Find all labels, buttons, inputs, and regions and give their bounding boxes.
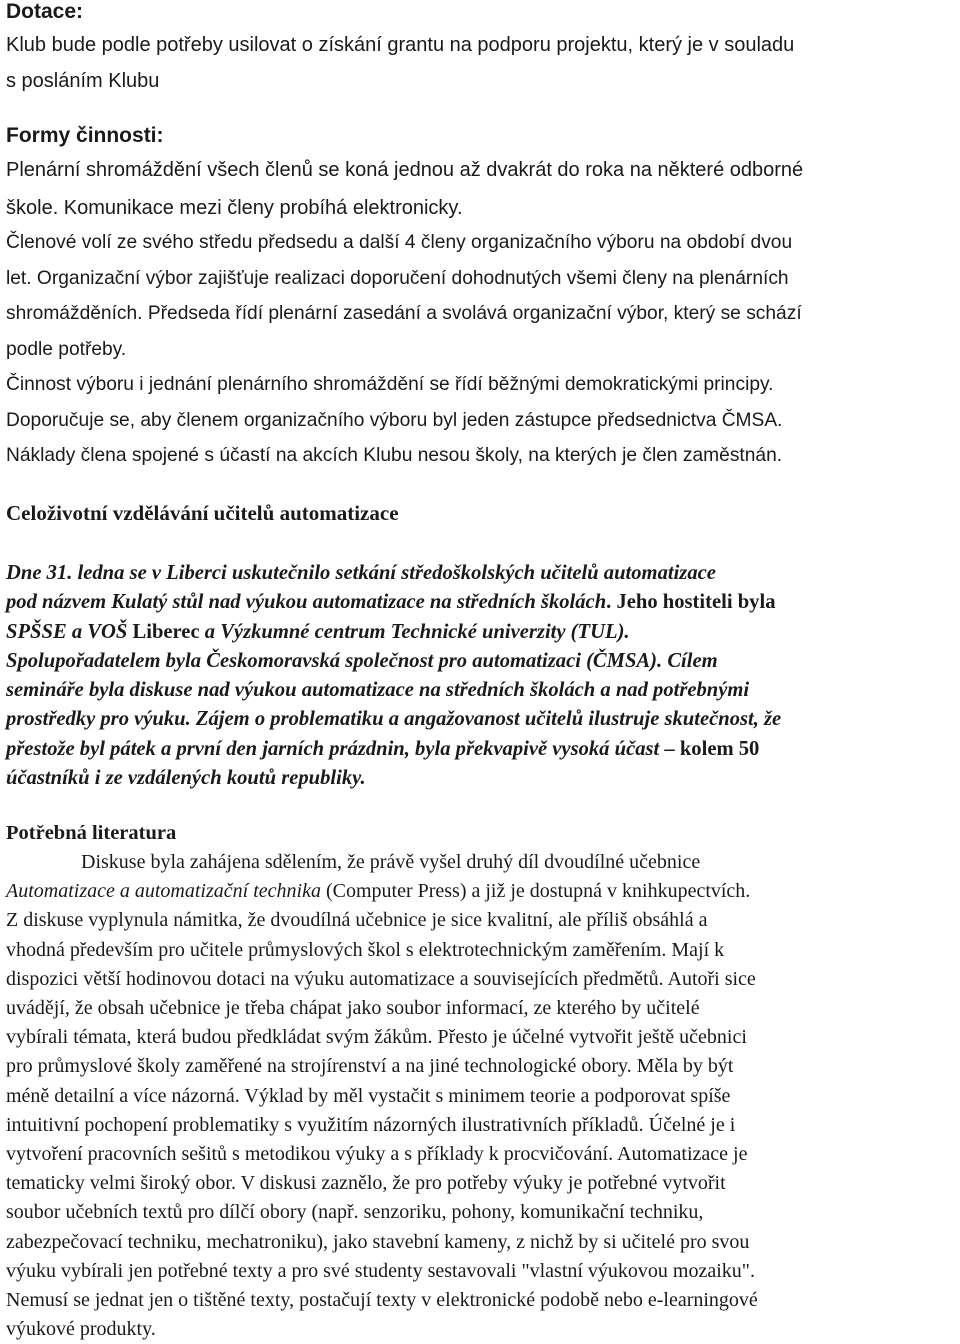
formy-line: podle potřeby.: [6, 338, 127, 360]
literatura-line: výukové produkty.: [6, 1318, 156, 1341]
formy-line: škole. Komunikace mezi členy probíhá elektronicky.: [6, 197, 463, 219]
formy-line: Činnost výboru i jednání plenárního shromáždění se řídí běžnými demokratickými principy.: [6, 374, 774, 395]
seminar-line: [6, 735, 956, 764]
literatura-line: uvádějí, že obsah učebnice je třeba chápat jako soubor informací, ze kterého by učitelé: [6, 997, 700, 1020]
seminar-text: a Výzkumné centrum Technické univerzity (TUL).: [204, 620, 630, 643]
formy-heading: Formy činnosti:: [6, 124, 164, 147]
seminar-line: [6, 588, 956, 617]
formy-line: Členové volí ze svého středu předsedu a další 4 členy organizačního výboru na období dvou: [6, 232, 793, 253]
literatura-line: méně detailní a více názorná. Výklad by měl vystačit s minimem teorie a podporovat spíše: [6, 1084, 731, 1107]
formy-line: Plenární shromáždění všech členů se koná jednou až dvakrát do roka na některé odborné: [6, 159, 804, 181]
literatura-paragraph: [6, 848, 956, 1344]
seminar-text: SPŠSE a VOŠ: [6, 620, 128, 643]
seminar-text: Dne 31. ledna se v Liberci uskutečnilo setkání středoškolských učitelů automatizace: [6, 562, 716, 584]
seminar-paragraph: [6, 559, 956, 793]
literatura-line: soubor učebních textů pro dílčí obory (např. senzoriku, pohony, komunikační techniku,: [6, 1201, 704, 1224]
literatura-line: vybírali témata, která budou předkládat svým žákům. Přesto je účelné vytvořit ještě učebnici: [6, 1026, 747, 1049]
literatura-line: pro průmyslové školy zaměřené na strojírenství a na jiné technologické obory. Měla by být: [6, 1055, 734, 1078]
dotace-line: s posláním Klubu: [6, 70, 160, 92]
formy-line: shromážděních. Předseda řídí plenární zasedání a svolává organizační výbor, který se schází: [6, 303, 802, 324]
seminar-text: . Jeho hostiteli byla: [606, 591, 776, 614]
literatura-line: tematicky velmi široký obor. V diskusi zaznělo, že pro potřeby výuky je potřebné vytvořit: [6, 1172, 726, 1195]
seminar-text: pod názvem Kulatý stůl nad výukou automatizace na středních školách: [6, 591, 607, 614]
seminar-line: Spolupořadatelem byla Českomoravská společnost pro automatizaci (ČMSA). Cílem: [6, 649, 718, 672]
formy-line: let. Organizační výbor zajišťuje realizaci doporučení dohodnutých všemi členy na plenárních: [6, 267, 789, 289]
dotace-heading: Dotace:: [6, 0, 84, 23]
literatura-line: vytvoření pracovních sešitů s metodikou výuky a s příklady k procvičování. Automatizace je: [6, 1143, 748, 1166]
book-title: Automatizace a automatizační technika: [6, 880, 321, 903]
dotace-line: Klub bude podle potřeby usilovat o získání grantu na podporu projektu, který je v souladu: [6, 34, 795, 56]
seminar-line: [6, 618, 956, 647]
formy-line: Náklady člena spojené s účastí na akcích Klubu nesou školy, na kterých je člen zaměstnán.: [6, 445, 783, 466]
seminar-title: Celoživotní vzdělávání učitelů automatizace: [6, 501, 399, 525]
seminar-line: [6, 559, 956, 588]
seminar-text: Liberec: [127, 620, 205, 643]
formy-line: Doporučuje se, aby členem organizačního výboru byl jeden zástupce předsednictva ČMSA.: [6, 409, 783, 431]
seminar-line: účastníků i ze vzdálených koutů republiky.: [6, 767, 366, 790]
literatura-line: Diskuse byla zahájena sdělením, že právě vyšel druhý díl dvoudílné učebnice: [81, 851, 701, 873]
literatura-line: intuitivní pochopení problematiky s využitím názorných ilustrativních příkladů. Účelné je i: [6, 1113, 736, 1136]
formy-paragraph: [6, 225, 956, 474]
literatura-line: vhodná především pro učitele průmyslových škol s elektrotechnickým zaměřením. Mají k: [6, 938, 725, 961]
literatura-line: [6, 877, 956, 906]
literatura-line: výuku vybírali jen potřebné texty a pro své studenty sestavovali "vlastní výukovou mozaiku".: [6, 1259, 755, 1282]
literatura-text: (Computer Press) a již je dostupná v knihkupectvích.: [320, 880, 751, 903]
literatura-line: zabezpečovací techniku, mechatroniku), jako stavební kameny, z nichž by si učitelé pro svou: [6, 1230, 750, 1253]
literatura-title: Potřebná literatura: [6, 822, 177, 844]
literatura-line: Nemusí se jednat jen o tištěné texty, postačují texty v elektronické podobě nebo e-learningové: [6, 1289, 758, 1312]
literatura-line: Z diskuse vyplynula námitka, že dvoudílná učebnice je sice kvalitní, ale příliš obsáhlá a: [6, 909, 708, 932]
literatura-line: dispozici větší hodinovou dotaci na výuku automatizace a souvisejících předmětů. Autoři sice: [6, 967, 756, 990]
seminar-line: prostředky pro výuku. Zájem o problematiku a angažovanost učitelů ilustruje skutečnost, že: [6, 708, 782, 731]
seminar-text: – kolem 50: [659, 737, 760, 760]
seminar-text: přestože byl pátek a první den jarních prázdnin, byla překvapivě vysoká účast: [6, 737, 660, 760]
seminar-line: semináře byla diskuse nad výukou automatizace na středních školách a nad potřebnými: [6, 679, 750, 702]
